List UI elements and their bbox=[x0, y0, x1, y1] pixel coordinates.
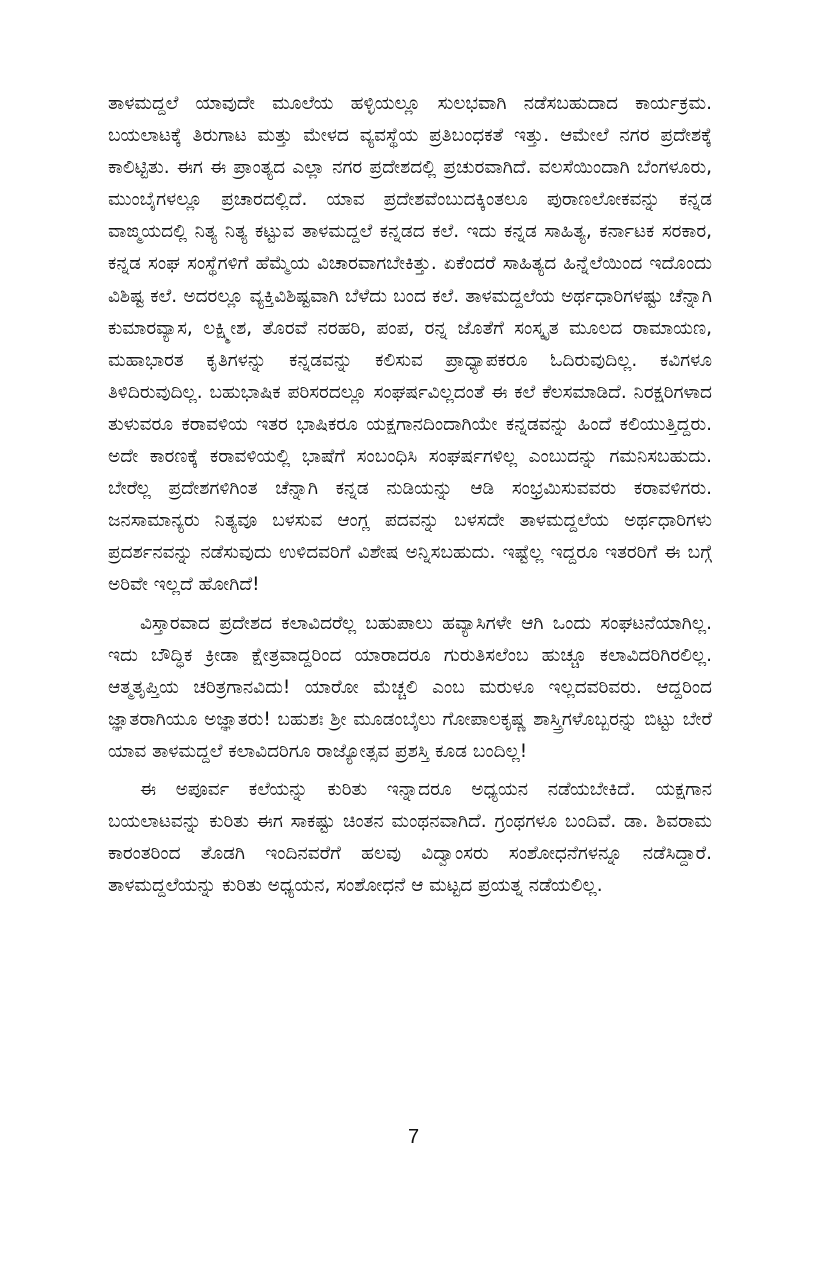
paragraph-1: ತಾಳಮದ್ದಲೆ ಯಾವುದೇ ಮೂಲೆಯ ಹಳ್ಳಿಯಲ್ಲೂ ಸುಲಭವಾಗಿ ನಡೆಸಬಹುದಾದ ಕಾರ್ಯಕ್ರಮ. ಬಯಲಾಟಕ್ಕೆ ತಿರುಗಾಟ ಮತ್ತು ಮೇಳದ ವ್ಯವಸ್ಥೆಯ ಪ್ರತಿಬಂಧಕತೆ ಇತ್ತು. ಆಮೇಲೆ ನಗರ ಪ್ರದೇಶಕ್ಕೆ ಕಾಲಿಟ್ಟಿತು. ಈಗ ಈ ಪ್ರಾಂತ್ಯದ ಎಲ್ಲಾ ನಗರ ಪ್ರದೇಶದಲ್ಲಿ ಪ್ರಚುರವಾಗಿದೆ. ವಲಸೆಯಿಂದಾಗಿ ಬೆಂಗಳೂರು, ಮುಂಬೈಗಳಲ್ಲೂ ಪ್ರಚಾರದಲ್ಲಿದೆ. ಯಾವ ಪ್ರದೇಶವೆಂಬುದಕ್ಕಿಂತಲೂ ಪುರಾಣಲೋಕವನ್ನು ಕನ್ನಡ ವಾಙ್ಮಯದಲ್ಲಿ ನಿತ್ಯ ನಿತ್ಯ ಕಟ್ಟುವ ತಾಳಮದ್ದಲೆ ಕನ್ನಡದ ಕಲೆ. ಇದು ಕನ್ನಡ ಸಾಹಿತ್ಯ, ಕರ್ನಾಟಕ ಸರಕಾರ, ಕನ್ನಡ ಸಂಘ ಸಂಸ್ಥೆಗಳಿಗೆ ಹೆಮ್ಮೆಯ ವಿಚಾರವಾಗಬೇಕಿತ್ತು. ಏಕೆಂದರೆ ಸಾಹಿತ್ಯದ ಹಿನ್ನೆಲೆಯಿಂದ ಇದೊಂದು ವಿಶಿಷ್ಟ ಕಲೆ. ಅದರಲ್ಲೂ ವ್ಯಕ್ತಿವಿಶಿಷ್ಟವಾಗಿ ಬೆಳೆದು ಬಂದ ಕಲೆ. ತಾಳಮದ್ದಲೆಯ ಅರ್ಥಧಾರಿಗಳಷ್ಟು ಚೆನ್ನಾಗಿ ಕುಮಾರವ್ಯಾಸ, ಲಕ್ಷ್ಮೀಶ, ತೊರವೆ ನರಹರಿ, ಪಂಪ, ರನ್ನ ಜೊತೆಗೆ ಸಂಸ್ಕೃತ ಮೂಲದ ರಾಮಾಯಣ, ಮಹಾಭಾರತ ಕೃತಿಗಳನ್ನು ಕನ್ನಡವನ್ನು ಕಲಿಸುವ ಪ್ರಾಧ್ಯಾಪಕರೂ ಓದಿರುವುದಿಲ್ಲ. ಕವಿಗಳೂ ತಿಳಿದಿರುವುದಿಲ್ಲ. ಬಹುಭಾಷಿಕ ಪರಿಸರದಲ್ಲೂ ಸಂಘರ್ಷವಿಲ್ಲದಂತೆ ಈ ಕಲೆ ಕೆಲಸಮಾಡಿದೆ. ನಿರಕ್ಷರಿಗಳಾದ ತುಳುವರೂ ಕರಾವಳಿಯ ಇತರ ಭಾಷಿಕರೂ ಯಕ್ಷಗಾನದಿಂದಾಗಿಯೇ ಕನ್ನಡವನ್ನು ಹಿಂದೆ ಕಲಿಯುತ್ತಿದ್ದರು. ಅದೇ ಕಾರಣಕ್ಕೆ ಕರಾವಳಿಯಲ್ಲಿ ಭಾಷೆಗೆ ಸಂಬಂಧಿಸಿ ಸಂಘರ್ಷಗಳಿಲ್ಲ ಎಂಬುದನ್ನು ಗಮನಿಸಬಹುದು. ಬೇರೆಲ್ಲ ಪ್ರದೇಶಗಳಿಗಿಂತ ಚೆನ್ನಾಗಿ ಕನ್ನಡ ನುಡಿಯನ್ನು ಆಡಿ ಸಂಭ್ರಮಿಸುವವರು ಕರಾವಳಿಗರು. ಜನಸಾಮಾನ್ಯರು ನಿತ್ಯವೂ ಬಳಸುವ ಆಂಗ್ಲ ಪದವನ್ನು ಬಳಸದೇ ತಾಳಮದ್ದಲೆಯ ಅರ್ಥಧಾರಿಗಳು ಪ್ರದರ್ಶನವನ್ನು ನಡೆಸುವುದು ಉಳಿದವರಿಗೆ ವಿಶೇಷ ಅನ್ನಿಸಬಹುದು. ಇಷ್ಟೆಲ್ಲ ಇದ್ದರೂ ಇತರರಿಗೆ ಈ ಬಗ್ಗೆ ಅರಿವೇ ಇಲ್ಲದೆ ಹೋಗಿದೆ! bbox=[108, 93, 712, 596]
paragraph-3: ಈ ಅಪೂರ್ವ ಕಲೆಯನ್ನು ಕುರಿತು ಇನ್ನಾದರೂ ಅಧ್ಯಯನ ನಡೆಯಬೇಕಿದೆ. ಯಕ್ಷಗಾನ ಬಯಲಾಟವನ್ನು ಕುರಿತು ಈಗ ಸಾಕಷ್ಟು ಚಿಂತನ ಮಂಥನವಾಗಿದೆ. ಗ್ರಂಥಗಳೂ ಬಂದಿವೆ. ಡಾ. ಶಿವರಾಮ ಕಾರಂತರಿಂದ ತೊಡಗಿ ಇಂದಿನವರೆಗೆ ಹಲವು ವಿದ್ವಾಂಸರು ಸಂಶೋಧನೆಗಳನ್ನೂ ನಡೆಸಿದ್ದಾರೆ. ತಾಳಮದ್ದಲೆಯನ್ನು ಕುರಿತು ಅಧ್ಯಯನ, ಸಂಶೋಧನೆ ಆ ಮಟ್ಟದ ಪ್ರಯತ್ನ ನಡೆಯಲಿಲ್ಲ. bbox=[108, 778, 712, 897]
page-number: 7 bbox=[407, 1126, 420, 1148]
body-text bbox=[108, 88, 712, 902]
paragraph-2: ವಿಸ್ತಾರವಾದ ಪ್ರದೇಶದ ಕಲಾವಿದರೆಲ್ಲ ಬಹುಪಾಲು ಹವ್ಯಾಸಿಗಳೇ ಆಗಿ ಒಂದು ಸಂಘಟನೆಯಾಗಿಲ್ಲ. ಇದು ಬೌದ್ಧಿಕ ಕ್ರೀಡಾ ಕ್ಷೇತ್ರವಾದ್ದರಿಂದ ಯಾರಾದರೂ ಗುರುತಿಸಲೆಂಬ ಹುಚ್ಚೂ ಕಲಾವಿದರಿಗಿರಲಿಲ್ಲ. ಆತ್ಮತೃಪ್ತಿಯ ಚರಿತ್ರಗಾನವಿದು! ಯಾರೋ ಮೆಚ್ಚಲಿ ಎಂಬ ಮರುಳೂ ಇಲ್ಲದವರಿವರು. ಆದ್ದರಿಂದ ಜ್ಞಾತರಾಗಿಯೂ ಅಜ್ಞಾತರು! ಬಹುಶಃ ಶ್ರೀ ಮೂಡಂಬೈಲು ಗೋಪಾಲಕೃಷ್ಣ ಶಾಸ್ತ್ರಿಗಳೊಬ್ಬರನ್ನು ಬಿಟ್ಟು ಬೇರೆ ಯಾವ ತಾಳಮದ್ದಲೆ ಕಲಾವಿದರಿಗೂ ರಾಜ್ಯೋತ್ಸವ ಪ್ರಶಸ್ತಿ ಕೂಡ ಬಂದಿಲ್ಲ! bbox=[108, 612, 712, 762]
